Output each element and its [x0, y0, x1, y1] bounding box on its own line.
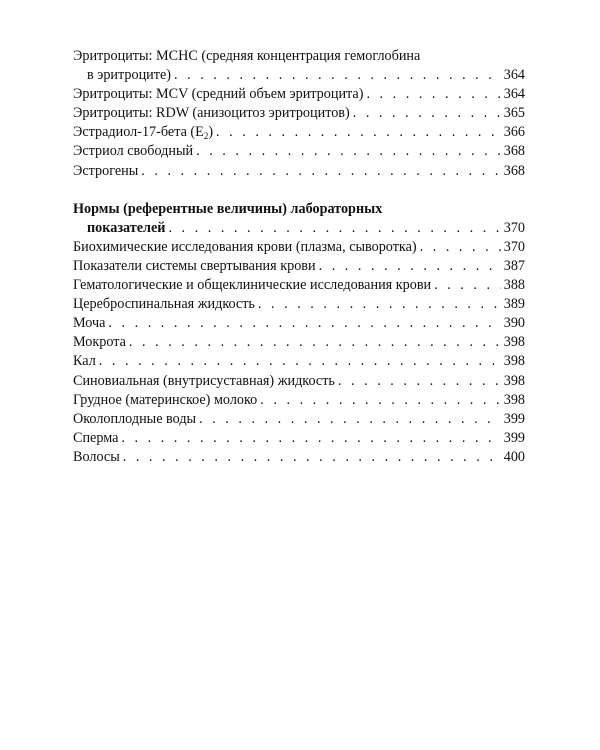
toc-entry-csf[interactable]: [73, 295, 525, 314]
dot-leader: [353, 104, 501, 123]
section-heading-label-continuation: показателей: [87, 219, 166, 236]
dot-leader: [434, 276, 501, 295]
toc-entry-label: Синовиальная (внутрисуставная) жидкость: [73, 372, 335, 389]
toc-page-number: 399: [503, 410, 525, 427]
toc-entry-label: Биохимические исследования крови (плазма, сыворотка): [73, 238, 417, 255]
toc-page-number: 364: [503, 67, 525, 84]
dot-leader: [123, 448, 501, 467]
toc-page-number: 388: [503, 277, 525, 294]
toc-page-number: 370: [503, 219, 525, 236]
toc-entry-coagulation[interactable]: [73, 257, 525, 276]
toc-entry-label: Показатели системы свертывания крови: [73, 257, 316, 274]
dot-leader: [196, 142, 501, 161]
toc-entry-amniotic[interactable]: [73, 410, 525, 429]
dot-leader: [99, 352, 501, 371]
toc-entry-label: Околоплодные воды: [73, 410, 197, 427]
dot-leader: [258, 295, 501, 314]
toc-entry-biochemistry[interactable]: [73, 238, 525, 257]
toc-entry-hair[interactable]: [73, 448, 525, 467]
toc-page-number: 400: [503, 448, 525, 465]
toc-section-heading[interactable]: [73, 200, 525, 238]
dot-leader: [174, 66, 501, 85]
toc-entry-label: Эритроциты: RDW (анизоцитоз эритроцитов): [73, 105, 350, 122]
toc-page-number: 398: [503, 372, 525, 389]
toc-entry-label: Гематологические и общеклинические исследования крови: [73, 277, 432, 294]
toc-page-number: 399: [503, 429, 525, 446]
dot-leader: [129, 333, 501, 352]
toc-entry-label: Моча: [73, 315, 106, 332]
dot-leader: [260, 391, 500, 410]
toc-page-number: 368: [503, 162, 525, 179]
toc-entry-label-text-end: ): [208, 124, 214, 141]
section-spacer: [73, 181, 525, 200]
toc-entry-label: Сперма: [73, 429, 119, 446]
toc-entry-estriol[interactable]: [73, 142, 525, 161]
toc-page-number: 389: [503, 296, 525, 313]
toc-entry-rdw[interactable]: [73, 104, 525, 123]
dot-leader: [366, 85, 500, 104]
toc-entry-hematology[interactable]: [73, 276, 525, 295]
dot-leader: [338, 372, 501, 391]
toc-entry-label-text: Эстрадиол-17-бета (E: [73, 124, 204, 141]
toc-entry-label: Эстрогены: [73, 162, 139, 179]
toc-entry-sperm[interactable]: [73, 429, 525, 448]
toc-entry-synovial[interactable]: [73, 372, 525, 391]
toc-page-number: 370: [503, 238, 525, 255]
toc-page-number: 365: [503, 105, 525, 122]
toc-entry-estrogens[interactable]: [73, 162, 525, 181]
dot-leader: [216, 123, 501, 142]
dot-leader: [141, 162, 500, 181]
dot-leader: [121, 429, 500, 448]
toc-entry-urine[interactable]: [73, 314, 525, 333]
toc-entry-label: Мокрота: [73, 334, 126, 351]
toc-entry-stool[interactable]: [73, 352, 525, 371]
toc-entry-sputum[interactable]: [73, 333, 525, 352]
toc-page-number: 366: [503, 124, 525, 141]
toc-entry-label: Кал: [73, 353, 96, 370]
toc-entry-label-continuation: в эритроците): [87, 67, 171, 84]
toc-entry-label: Эстриол свободный: [73, 143, 194, 160]
toc-entry-estradiol[interactable]: [73, 123, 525, 142]
section-heading-label: Нормы (референтные величины) лабораторных: [73, 200, 383, 217]
dot-leader: [199, 410, 501, 429]
dot-leader: [420, 238, 501, 257]
toc-entry-label: Грудное (материнское) молоко: [73, 391, 258, 408]
toc-entry-breast-milk[interactable]: [73, 391, 525, 410]
toc-page-number: 368: [503, 143, 525, 160]
toc-entry-label: [73, 123, 213, 142]
toc-entry-label: Волосы: [73, 448, 120, 465]
dot-leader: [319, 257, 501, 276]
toc-entry-mcv[interactable]: [73, 85, 525, 104]
subscript: 2: [203, 131, 209, 142]
toc-entry-label: Цереброспинальная жидкость: [73, 296, 255, 313]
dot-leader: [168, 219, 500, 238]
toc-entry-label: Эритроциты: MCHC (средняя концентрация гемоглобина: [73, 48, 421, 64]
table-of-contents: [73, 47, 525, 467]
toc-page-number: 398: [503, 334, 525, 351]
dot-leader: [108, 314, 500, 333]
toc-page-number: 364: [503, 86, 525, 103]
toc-page-number: 390: [503, 315, 525, 332]
toc-page-number: 398: [503, 391, 525, 408]
toc-page-number: 398: [503, 353, 525, 370]
toc-entry-label: Эритроциты: MCV (средний объем эритроцита): [73, 86, 364, 103]
toc-page-number: 387: [503, 257, 525, 274]
toc-entry-mchc[interactable]: [73, 47, 525, 85]
